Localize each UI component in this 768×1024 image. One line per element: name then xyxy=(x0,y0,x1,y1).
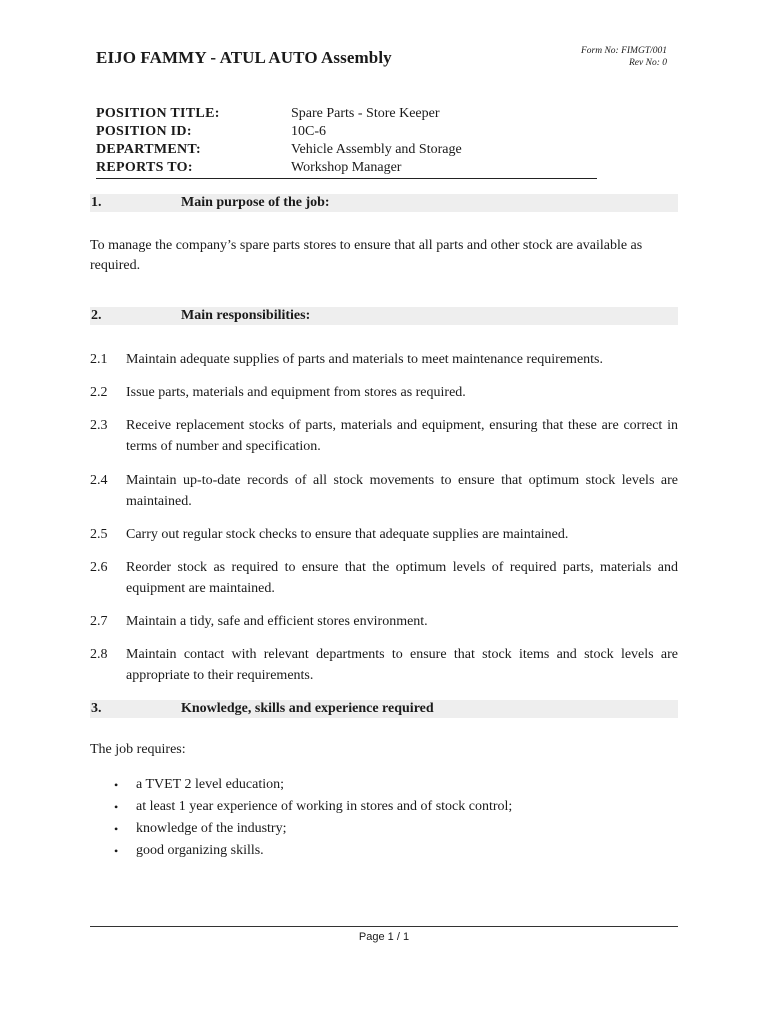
form-meta xyxy=(581,45,667,69)
responsibility-text: Issue parts, materials and equipment from stores as required. xyxy=(126,385,466,400)
list-item xyxy=(110,840,670,862)
responsibility-text: Maintain a tidy, safe and efficient stores environment. xyxy=(126,614,428,629)
responsibility-text: Maintain adequate supplies of parts and materials to meet maintenance requirements. xyxy=(126,352,603,367)
form-number: Form No: FIMGT/001 xyxy=(580,46,667,56)
responsibility-item xyxy=(90,524,678,545)
responsibility-number: 2.5 xyxy=(90,527,108,542)
responsibility-number: 2.7 xyxy=(90,614,108,629)
section-header-requirements xyxy=(90,700,678,718)
position-label: DEPARTMENT: xyxy=(96,142,201,157)
bullet-icon: • xyxy=(114,800,119,814)
responsibility-number: 2.4 xyxy=(90,473,108,488)
position-table xyxy=(96,105,597,179)
requirement-text: a TVET 2 level education; xyxy=(136,777,284,792)
position-value: Vehicle Assembly and Storage xyxy=(291,142,462,157)
section-header-purpose xyxy=(90,194,678,212)
bullet-icon: • xyxy=(114,822,119,836)
position-label: REPORTS TO: xyxy=(96,160,193,175)
responsibility-number: 2.6 xyxy=(90,560,108,575)
footer-divider xyxy=(90,926,678,927)
responsibility-item xyxy=(90,644,678,686)
bullet-icon: • xyxy=(114,844,119,858)
responsibility-item xyxy=(90,557,678,599)
position-label: POSITION ID: xyxy=(96,124,192,139)
position-row xyxy=(96,159,597,177)
section-title: Main responsibilities: xyxy=(181,308,311,323)
responsibility-text: Carry out regular stock checks to ensure that adequate supplies are maintained. xyxy=(126,527,569,542)
position-value: Spare Parts - Store Keeper xyxy=(291,106,440,121)
purpose-paragraph: To manage the company’s spare parts stores to ensure that all parts and other stock are available as required. xyxy=(90,238,643,273)
bullet-icon: • xyxy=(114,778,119,792)
responsibility-text: Maintain contact with relevant departments to ensure that stock items and stock levels are appropriate to their requirements. xyxy=(126,647,678,683)
position-row xyxy=(96,123,597,141)
section-header-responsibilities xyxy=(90,307,678,325)
responsibility-number: 2.8 xyxy=(90,647,108,662)
responsibility-item xyxy=(90,611,678,632)
requirements-list xyxy=(110,774,670,862)
responsibility-item xyxy=(90,470,678,512)
responsibility-text: Reorder stock as required to ensure that the optimum levels of required parts, materials and equipment are maintained. xyxy=(126,560,678,596)
responsibility-item xyxy=(90,349,678,370)
list-item xyxy=(110,818,670,840)
company-title: EIJO FAMMY - ATUL AUTO Assembly xyxy=(96,48,392,67)
requirement-text: at least 1 year experience of working in stores and of stock control; xyxy=(136,799,513,814)
position-row xyxy=(96,105,597,123)
responsibility-item xyxy=(90,382,678,403)
section-number: 3. xyxy=(91,701,102,716)
section-number: 2. xyxy=(91,308,102,323)
responsibility-number: 2.3 xyxy=(90,418,108,433)
requirement-text: good organizing skills. xyxy=(136,843,264,858)
responsibility-number: 2.1 xyxy=(90,352,108,367)
position-value: 10C-6 xyxy=(291,124,326,139)
responsibility-text: Receive replacement stocks of parts, materials and equipment, ensuring that these are correct in terms of number and specification. xyxy=(126,418,678,454)
section-title: Main purpose of the job: xyxy=(181,195,330,210)
page-number: Page 1 / 1 xyxy=(358,931,410,943)
responsibility-item xyxy=(90,415,678,457)
position-row xyxy=(96,141,597,159)
revision-number: Rev No: 0 xyxy=(629,58,667,68)
list-item xyxy=(110,796,670,818)
requirements-intro: The job requires: xyxy=(90,742,186,757)
section-number: 1. xyxy=(91,195,102,210)
list-item xyxy=(110,774,670,796)
section-title: Knowledge, skills and experience required xyxy=(181,701,434,716)
responsibility-number: 2.2 xyxy=(90,385,108,400)
position-value: Workshop Manager xyxy=(291,160,402,175)
responsibility-text: Maintain up-to-date records of all stock movements to ensure that optimum stock levels are maintained. xyxy=(126,473,678,509)
position-label: POSITION TITLE: xyxy=(96,106,220,121)
requirement-text: knowledge of the industry; xyxy=(136,821,287,836)
